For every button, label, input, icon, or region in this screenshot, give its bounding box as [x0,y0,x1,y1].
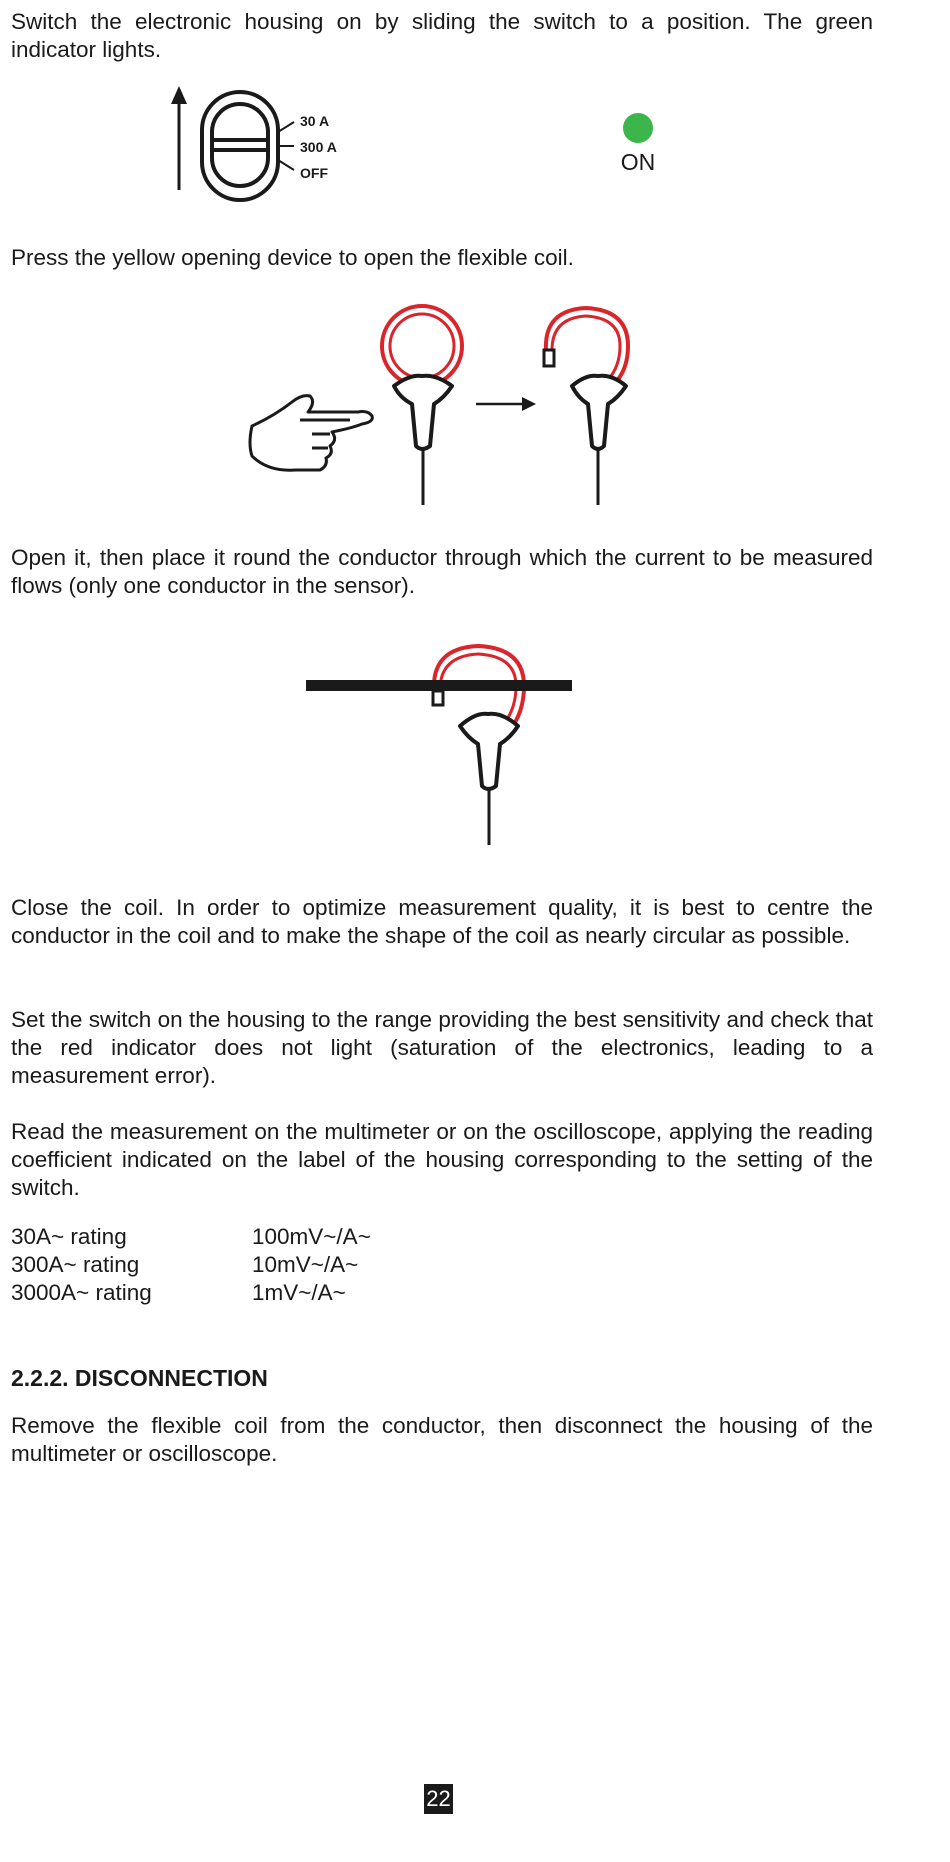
indicator-label: ON [620,149,656,175]
rating-value: 100mV~/A~ [252,1224,371,1249]
position-label-off: OFF [300,165,328,181]
paragraph-disconnection: Remove the flexible coil from the conductor, then disconnect the housing of the multimeter or oscilloscope. [11,1413,873,1466]
paragraph-close-coil: Close the coil. In order to optimize measurement quality, it is best to centre the conductor in the coil and to make the shape of the coil as nearly circular as possible. [11,895,873,948]
paragraph-switch-on: Switch the electronic housing on by sliding the switch to a position. The green indicator lights. [11,9,873,62]
open-coil-icon [544,308,628,505]
rating-row [11,1279,511,1307]
rating-label: 30A~ rating [11,1224,127,1249]
switch-figure [160,86,680,206]
rating-value: 10mV~/A~ [252,1252,359,1277]
section-heading: 2.2.2. DISCONNECTION [11,1365,268,1391]
coil-latch-icon [433,691,443,705]
slide-switch-icon [202,92,278,200]
paragraph-set-switch: Set the switch on the housing to the range providing the best sensitivity and check that the red indicator does not light (saturation of the electronics, leading to a measurement error). [11,1007,873,1088]
open-coil-figure [240,300,660,510]
page-number: 22 [424,1784,453,1814]
rating-label: 3000A~ rating [11,1280,152,1305]
green-indicator-icon [623,113,653,143]
rating-value: 1mV~/A~ [252,1280,346,1305]
paragraph-read-measurement: Read the measurement on the multimeter or on the oscilloscope, applying the reading coefficient indicated on the label of the housing corresponding to the setting of the switch. [11,1119,873,1200]
paragraph-press-yellow: Press the yellow opening device to open the flexible coil. [11,245,574,270]
paragraph-open-place: Open it, then place it round the conductor through which the current to be measured flows (only one conductor in the sensor). [11,545,873,598]
up-arrow-icon [171,86,187,190]
pointing-hand-icon [250,396,372,471]
ratings-list [11,1223,511,1307]
right-arrow-icon [476,397,536,411]
conductor-bar [306,680,572,691]
rating-row [11,1223,511,1251]
switch-position-ticks [278,122,294,170]
position-label-30a: 30 A [300,113,330,129]
closed-coil-icon [382,306,462,505]
rating-row [11,1251,511,1279]
rating-label: 300A~ rating [11,1252,140,1277]
housing-grip-icon [460,714,518,789]
conductor-figure [300,640,600,850]
position-label-300a: 300 A [300,139,337,155]
